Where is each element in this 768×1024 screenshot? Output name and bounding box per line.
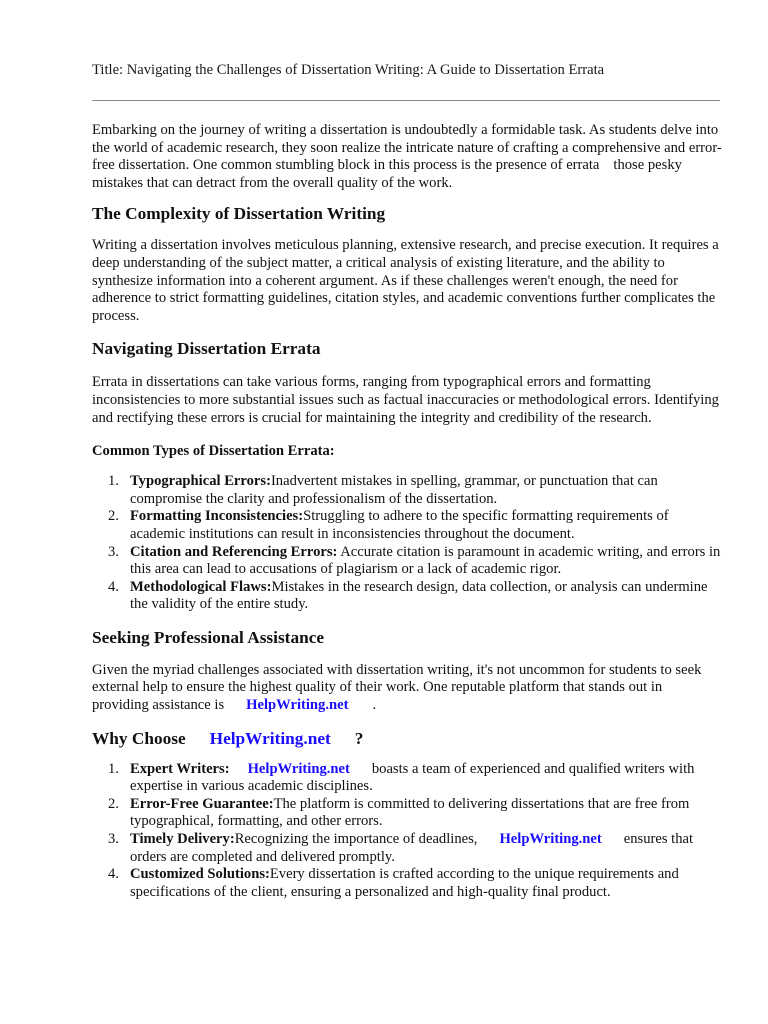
list-number: 1. (108, 473, 119, 490)
list-number: 4. (108, 578, 119, 595)
assistance-paragraph (92, 662, 722, 715)
intro-text-end: those pesky mistakes that can detract from the overall quality of the work. (92, 157, 682, 191)
list-number: 1. (108, 760, 119, 777)
intro-text: Embarking on the journey of writing a dissertation is undoubtedly a formidable task. As students delve into the world of academic research, they soon realize the intricate nature of crafting a comprehensive and error-free dissertation. One common stumbling block in this process is the presence of errata (92, 122, 722, 174)
why-choose-heading (92, 729, 722, 749)
list-text: Every dissertation is crafted according to the unique requirements and specifications of the client, ensuring a personalized and high-quality final product. (130, 866, 679, 900)
assistance-text: Given the myriad challenges associated with dissertation writing, it's not uncommon for students to seek external help to ensure the highest quality of their work. One reputable platform that stands out in providing assistance is (92, 661, 702, 714)
list-number: 2. (108, 795, 119, 812)
list-text: Recognizing the importance of deadlines, (234, 831, 478, 848)
helpwriting-link[interactable]: HelpWriting.net (499, 831, 602, 848)
list-item (92, 796, 722, 831)
assistance-period: . (372, 697, 377, 714)
document-body (92, 122, 722, 901)
list-term: Typographical Errors: (130, 473, 271, 490)
assistance-heading: Seeking Professional Assistance (92, 627, 325, 647)
helpwriting-link[interactable]: HelpWriting.net (247, 760, 350, 777)
why-choose-list (92, 761, 722, 902)
list-term: Methodological Flaws: (130, 578, 272, 595)
list-item (92, 761, 722, 796)
list-text: Mistakes in the research design, data collection, or analysis can undermine the validity of the entire study. (130, 578, 708, 613)
list-item (92, 866, 722, 901)
list-text: The platform is committed to delivering dissertations that are free from typographical, formatting, and other errors. (130, 795, 690, 830)
errata-types-subheading: Common Types of Dissertation Errata: (92, 443, 335, 460)
list-term: Customized Solutions: (130, 866, 270, 883)
complexity-paragraph: Writing a dissertation involves meticulous planning, extensive research, and precise execution. It requires a deep understanding of the subject matter, a critical analysis of existing literature, and the ability to synthesize information into a coherent argument. As if these challenges weren't enough, the need for adherence to strict formatting guidelines, citation styles, and academic conventions further complicates the process. (92, 237, 719, 324)
list-text: Inadvertent mistakes in spelling, grammar, or punctuation that can compromise the clarity and professionalism of the dissertation. (130, 473, 658, 507)
list-term: Formatting Inconsistencies: (130, 508, 304, 525)
errata-heading: Navigating Dissertation Errata (92, 339, 321, 359)
intro-paragraph (92, 122, 722, 192)
helpwriting-link[interactable]: HelpWriting.net (246, 697, 349, 714)
list-term: Expert Writers: (130, 760, 230, 777)
list-number: 2. (108, 508, 119, 525)
list-number: 4. (108, 866, 119, 883)
why-choose-label: Why Choose (92, 728, 186, 748)
errata-types-list (92, 473, 722, 614)
list-term: Citation and Referencing Errors: (130, 543, 338, 560)
complexity-heading: The Complexity of Dissertation Writing (92, 204, 386, 224)
list-term: Timely Delivery: (130, 831, 235, 848)
list-number: 3. (108, 831, 119, 848)
list-item (92, 508, 722, 543)
document-title: Title: Navigating the Challenges of Dissertation Writing: A Guide to Dissertation Errata (92, 62, 605, 78)
list-text: Accurate citation is paramount in academic writing, and errors in this area can lead to accusations of plagiarism or a lack of academic rigor. (130, 543, 721, 578)
helpwriting-heading-link[interactable]: HelpWriting.net (209, 728, 331, 748)
list-number: 3. (108, 543, 119, 560)
list-item (92, 579, 722, 614)
list-text-end: ensures that orders are completed and delivered promptly. (130, 831, 694, 865)
list-item (92, 831, 722, 866)
list-text: Struggling to adhere to the specific formatting requirements of academic institutions can result in inconsistencies throughout the document. (130, 508, 669, 542)
list-item (92, 473, 722, 508)
why-choose-question-mark: ? (354, 728, 364, 748)
list-item (92, 544, 722, 579)
title-divider (92, 100, 720, 101)
list-term: Error-Free Guarantee: (130, 795, 274, 812)
list-text: boasts a team of experienced and qualified writers with expertise in various academic disciplines. (130, 760, 695, 795)
errata-paragraph: Errata in dissertations can take various forms, ranging from typographical errors and formatting inconsistencies to more substantial issues such as factual inaccuracies or methodological errors. Identifying and rectifying these errors is crucial for maintaining the integrity and credibility of the research. (92, 374, 719, 426)
